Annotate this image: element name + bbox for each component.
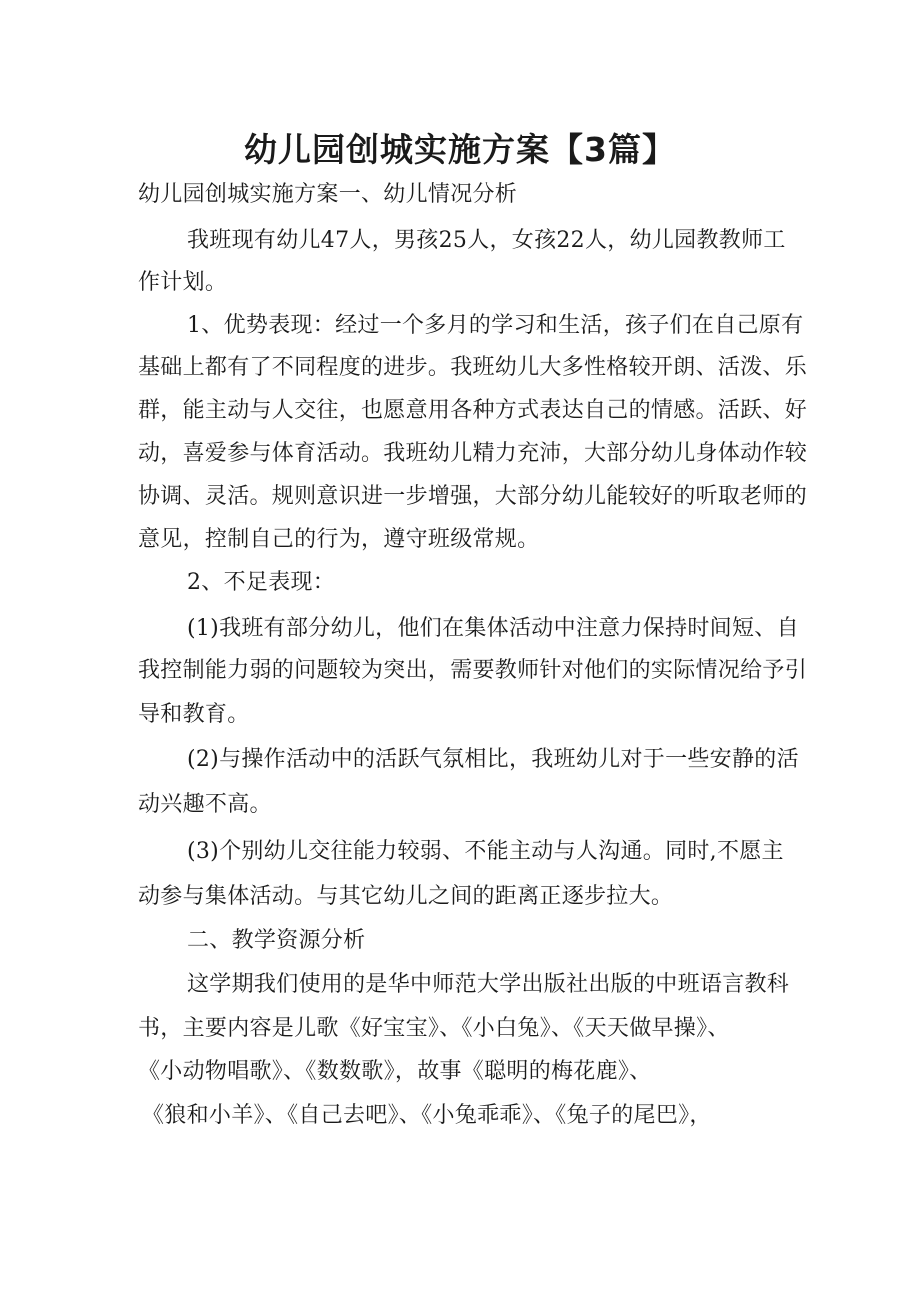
paragraph-line: (1)我班有部分幼儿，他们在集体活动中注意力保持时间短、自 [187,616,799,641]
paragraph-line: 《狼和小羊》、《自己去吧》、《小兔乖乖》、《兔子的尾巴》， [142,1103,712,1128]
paragraph-line: 导和教育。 [138,702,250,727]
paragraph-line: (3)个别幼儿交往能力较弱、不能主动与人沟通。同时,不愿主 [187,839,784,864]
paragraph-line: 作计划。 [138,270,228,295]
paragraph-line: 群，能主动与人交往，也愿意用各种方式表达自己的情感。活跃、好 [138,398,808,423]
section-heading: 二、教学资源分析 [187,928,366,953]
paragraph-line: 《小动物唱歌》、《数数歌》，故事《聪明的梅花鹿》、 [138,1059,652,1084]
paragraph-line: 书，主要内容是儿歌《好宝宝》、《小白兔》、《天天做早操》、 [138,1016,730,1041]
paragraph-line: 协调、灵活。规则意识进一步增强，大部分幼儿能较好的听取老师的 [138,484,808,509]
paragraph-line: 动参与集体活动。与其它幼儿之间的距离正逐步拉大。 [138,884,674,909]
paragraph-line: (2)与操作活动中的活跃气氛相比，我班幼儿对于一些安静的活 [187,747,799,772]
paragraph-line: 这学期我们使用的是华中师范大学出版社出版的中班语言教科 [187,972,790,997]
paragraph-line: 基础上都有了不同程度的进步。我班幼儿大多性格较开朗、活泼、乐 [138,355,808,380]
document-title: 幼儿园创城实施方案【3篇】 [244,130,676,169]
paragraph-line: 动，喜爱参与体育活动。我班幼儿精力充沛，大部分幼儿身体动作较 [138,441,808,466]
section-heading: 幼儿园创城实施方案一、幼儿情况分析 [138,182,518,207]
paragraph-line: 1、优势表现：经过一个多月的学习和生活，孩子们在自己原有 [187,313,804,338]
paragraph-line: 动兴趣不高。 [138,792,272,817]
paragraph-line: 我控制能力弱的问题较为突出，需要教师针对他们的实际情况给予引 [138,658,808,683]
paragraph-line: 我班现有幼儿47人，男孩25人，女孩22人，幼儿园教教师工 [187,228,786,253]
paragraph-line: 意见，控制自己的行为，遵守班级常规。 [138,527,540,552]
paragraph-line: 2、不足表现： [187,570,336,595]
